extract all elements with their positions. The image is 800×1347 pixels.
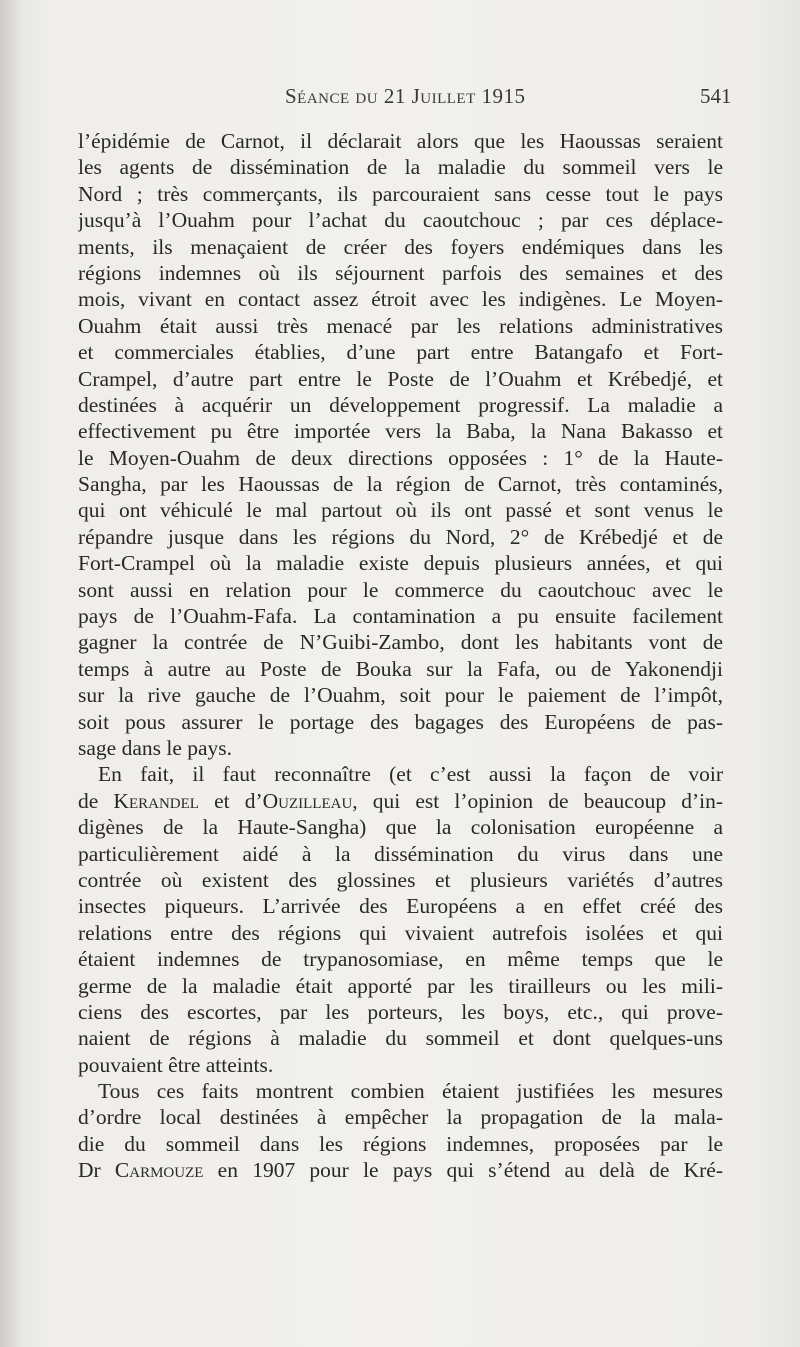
page-number: 541 (700, 84, 732, 108)
text-line: répandre jusque dans les régions du Nord, 2° de Krébedjé et de (78, 524, 723, 549)
text-run: de (78, 788, 114, 813)
text-line: gagner la contrée de N’Guibi-Zambo, dont les habitants vont de (78, 630, 723, 655)
text-line: sont aussi en relation pour le commerce du caoutchouc avec le (78, 577, 723, 602)
text-line: l’épidémie de Carnot, il déclarait alors que les Haoussas seraient (78, 129, 723, 153)
text-line: digènes de la Haute-Sangha) que la colonisation européenne a (78, 815, 723, 840)
text-line: sage dans le pays. (78, 735, 233, 760)
text-run: , qui est l’opinion de beaucoup d’in- (352, 788, 723, 813)
text-line: relations entre des régions qui vivaient autrefois isolées et qui (78, 920, 723, 945)
author-name: Ouzilleau (262, 788, 353, 813)
text-line: Crampel, d’autre part entre le Poste de l’Ouahm et Krébedjé, et (78, 366, 723, 391)
text-line: effectivement pu être importée vers la Baba, la Nana Bakasso et (78, 419, 723, 444)
author-name: Kerandel (113, 788, 199, 813)
text-line: destinées à acquérir un développement progressif. La maladie a (78, 392, 723, 417)
text-line: naient de régions à maladie du sommeil et dont quelques-uns (78, 1026, 723, 1051)
text-line: temps à autre au Poste de Bouka sur la Fafa, ou de Yakonendji (78, 656, 723, 681)
text-line: et commerciales établies, d’une part entre Batangafo et Fort- (78, 340, 723, 365)
text-line: Sangha, par les Haoussas de la région de Carnot, très contaminés, (78, 472, 723, 497)
text-line: particulièrement aidé à la dissémination du virus dans une (78, 841, 723, 866)
body-text (78, 128, 723, 1184)
text-line: le Moyen-Ouahm de deux directions opposées : 1° de la Haute- (78, 445, 723, 470)
text-line: pouvaient être atteints. (78, 1052, 274, 1077)
text-line: jusqu’à l’Ouahm pour l’achat du caoutchouc ; par ces déplace- (78, 208, 723, 233)
text-line: Nord ; très commerçants, ils parcouraient sans cesse tout le pays (78, 181, 723, 206)
text-line: soit pous assurer le portage des bagages des Européens de pas- (78, 709, 723, 734)
text-line: En fait, il faut reconnaître (et c’est aussi la façon de voir (98, 762, 723, 787)
text-line (78, 1157, 723, 1183)
text-run: en 1907 pour le pays qui s’étend au delà de Kré- (203, 1158, 723, 1183)
text-line: ments, ils menaçaient de créer des foyers endémiques dans les (78, 234, 723, 259)
text-line: d’ordre local destinées à empêcher la propagation de la mala- (78, 1105, 723, 1130)
text-line: Tous ces faits montrent combien étaient justifiées les mesures (98, 1079, 723, 1104)
text-line: sur la rive gauche de l’Ouahm, soit pour le paiement de l’impôt, (78, 683, 723, 708)
running-head (0, 84, 800, 114)
text-line: les agents de dissémination de la maladie du sommeil vers le (78, 155, 723, 180)
text-run: Dr (78, 1158, 115, 1183)
text-line: qui ont véhiculé le mal partout où ils ont passé et sont venus le (78, 498, 723, 523)
text-line: mois, vivant en contact assez étroit avec les indigènes. Le Moyen- (78, 287, 723, 312)
text-line: insectes piqueurs. L’arrivée des Européens a en effet créé des (78, 894, 723, 919)
text-line: ciens des escortes, par les porteurs, les boys, etc., qui prove- (78, 999, 723, 1024)
text-line: régions indemnes où ils séjournent parfois des semaines et des (78, 260, 723, 285)
spine-shadow (0, 0, 22, 1347)
text-line (78, 788, 723, 814)
text-line: pays de l’Ouahm-Fafa. La contamination a pu ensuite facilement (78, 604, 723, 629)
text-line: die du sommeil dans les régions indemnes, proposées par le (78, 1131, 723, 1156)
text-line: germe de la maladie était apporté par les tirailleurs ou les mili- (78, 973, 723, 998)
text-run: et d’ (198, 788, 263, 813)
text-line: étaient indemnes de trypanosomiase, en même temps que le (78, 947, 723, 972)
author-name: Carmouze (114, 1158, 204, 1183)
text-line: contrée où existent des glossines et plusieurs variétés d’autres (78, 867, 723, 892)
running-title: Séance du 21 Juillet 1915 (285, 84, 526, 108)
text-line: Fort-Crampel où la maladie existe depuis plusieurs années, et qui (78, 551, 723, 576)
text-line: Ouahm était aussi très menacé par les relations administratives (78, 313, 723, 338)
